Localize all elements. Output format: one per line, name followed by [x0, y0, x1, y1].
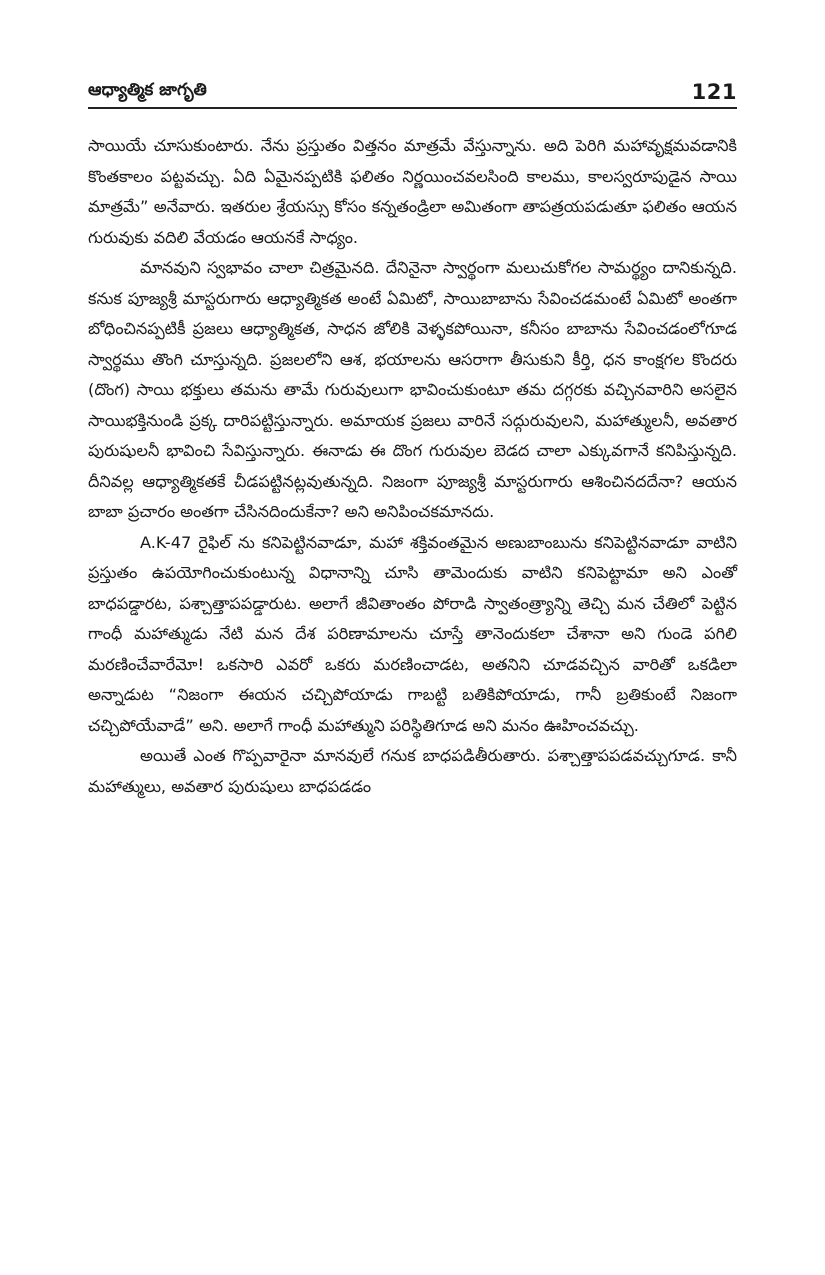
- paragraph-2: మానవుని స్వభావం చాలా చిత్రమైనది. దేనినైనా స్వార్థంగా మలుచుకోగల సామర్థ్యం దానికున్నది. కనుక పూజ్యశ్రీ మాస్టరుగారు ఆధ్యాత్మికత అంటే ఏమిటో, సాయిబాబాను సేవించడమంటే ఏమిటో అంతగా బోధించినప్పటికీ ప్రజలు ఆధ్యాత్మికత, సాధన జోలికి వెళ్ళకపోయినా, కనీసం బాబాను సేవించడంలోగూడ స్వార్థము తొంగి చూస్తున్నది. ప్రజలలోని ఆశ, భయాలను ఆసరాగా తీసుకుని కీర్తి, ధన కాంక్షగల కొందరు (దొంగ) సాయి భక్తులు తమను తామే గురువులుగా భావించుకుంటూ తమ దగ్గరకు వచ్చినవారిని అసలైన సాయిభక్తినుండి ప్రక్క దారిపట్టిస్తున్నారు. అమాయక ప్రజలు వారినే సద్గురువులని, మహాత్ములనీ, అవతార పురుషులనీ భావించి సేవిస్తున్నారు. ఈనాడు ఈ దొంగ గురువుల బెడద చాలా ఎక్కువగానే కనిపిస్తున్నది. దీనివల్ల ఆధ్యాత్మికతకే చీడపట్టినట్లవుతున్నది. నిజంగా పూజ్యశ్రీ మాస్టరుగారు ఆశించినదదేనా? ఆయన బాబా ప్రచారం అంతగా చేసినదిందుకేనా? అని అనిపించకమానదు.: [88, 258, 737, 521]
- paragraph-3: A.K-47 రైఫిల్ ను కనిపెట్టినవాడూ, మహా శక్తివంతమైన అణుబాంబును కనిపెట్టినవాడూ వాటిని ప్రస్తుతం ఉపయోగించుకుంటున్న విధానాన్ని చూసి తామెందుకు వాటిని కనిపెట్టామా అని ఎంతో బాధపడ్డారట, పశ్చాత్తాపపడ్డారుట. అలాగే జీవితాంతం పోరాడి స్వాతంత్ర్యాన్ని తెచ్చి మన చేతిలో పెట్టిన గాంధీ మహాత్ముడు నేటి మన దేశ పరిణామాలను చూస్తే తానెందుకలా చేశానా అని గుండె పగిలి మరణించేవారేమో! ఒకసారి ఎవరో ఒకరు మరణించాడట, అతనిని చూడవచ్చిన వారితో ఒకడిలా అన్నాడుట “నిజంగా ఈయన చచ్చిపోయాడు గాబట్టి బతికిపోయాడు, గానీ బ్రతికుంటే నిజంగా చచ్చిపోయేవాడే” అని. అలాగే గాంధీ మహాత్ముని పరిస్థితిగూడ అని మనం ఊహించవచ్చు.: [88, 532, 737, 735]
- paragraph-4: అయితే ఎంత గొప్పవారైనా మానవులే గనుక బాధపడితీరుతారు. పశ్చాత్తాపపడవచ్చుగూడ. కానీ మహాత్ములు, అవతార పురుషులు బాధపడడం: [88, 746, 737, 796]
- page-number: 121: [691, 80, 737, 104]
- running-title: ఆధ్యాత్మిక జాగృతి: [88, 80, 207, 100]
- body-text: [88, 131, 737, 802]
- paragraph-1: సాయియే చూసుకుంటారు. నేను ప్రస్తుతం విత్తనం మాత్రమే వేస్తున్నాను. అది పెరిగి మహావృక్షమవడానికి కొంతకాలం పట్టవచ్చు. ఏది ఏమైనప్పటికి ఫలితం నిర్ణయించవలసింది కాలము, కాలస్వరూపుడైన సాయి మాత్రమే” అనేవారు. ఇతరుల శ్రేయస్సు కోసం కన్నతండ్రిలా అమితంగా తాపత్రయపడుతూ ఫలితం ఆయన గురువుకు వదిలి వేయడం ఆయనకే సాధ్యం.: [88, 136, 737, 247]
- page-header: [88, 78, 737, 109]
